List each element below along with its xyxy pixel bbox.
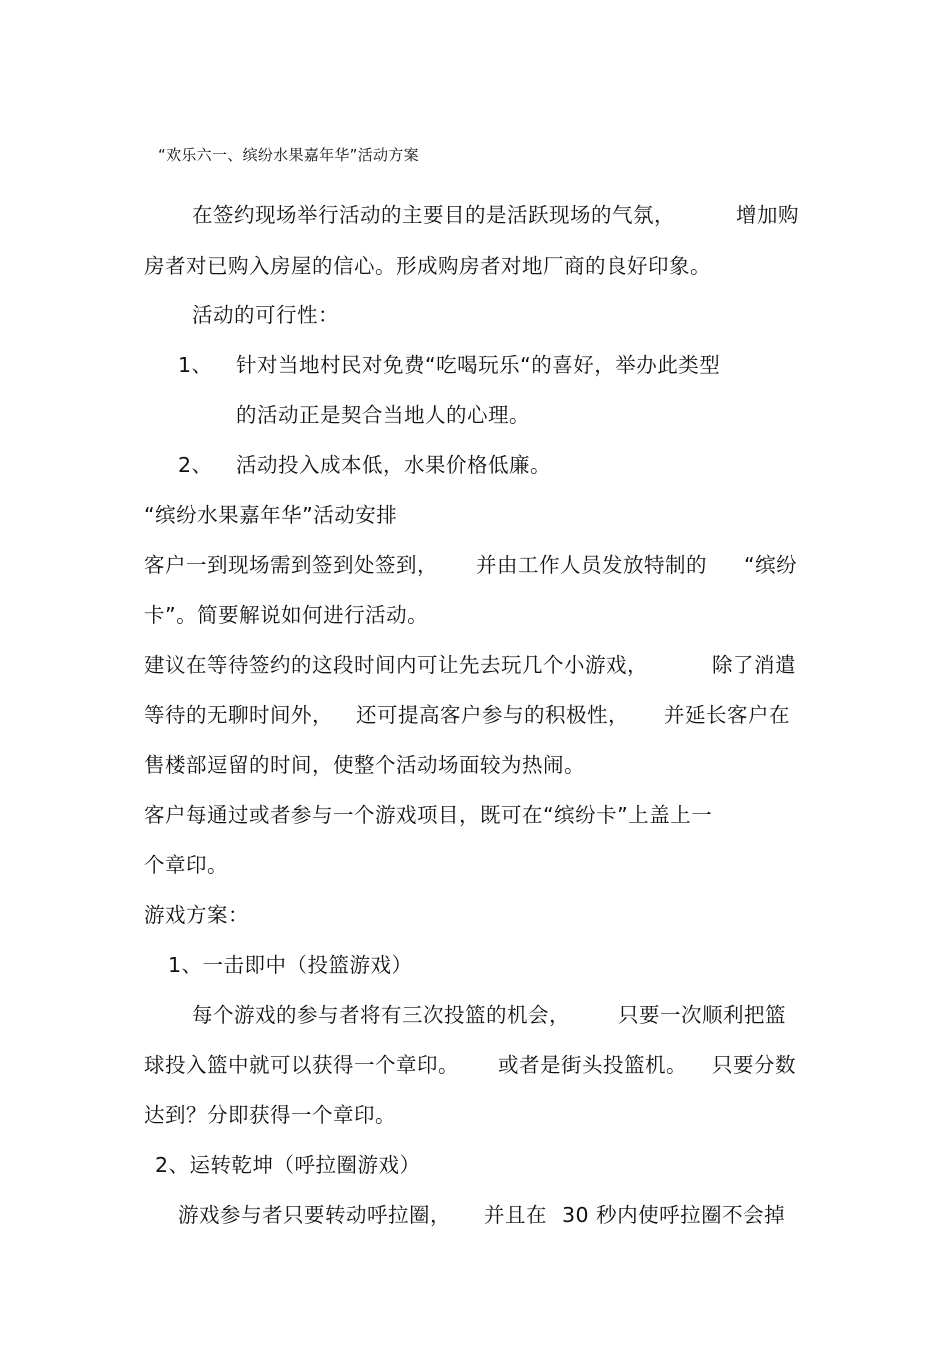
arrangement-line-2: 卡”。简要解说如何进行活动。 [144,603,429,627]
item-2-line-1: 活动投入成本低，水果价格低廉。 [236,453,551,477]
game-1-line-1a: 每个游戏的参与者将有三次投篮的机会， [192,1003,570,1027]
intro-line-1b: 增加购 [736,203,799,227]
game-2-line-1a: 游戏参与者只要转动呼拉圈， [178,1203,451,1227]
item-1-number: 1、 [178,353,213,377]
item-2-number: 2、 [178,453,213,477]
arrangement-line-1b: 并由工作人员发放特制的 [476,553,707,577]
game-2-title: 2、运转乾坤（呼拉圈游戏） [155,1153,421,1177]
suggestion-line-2a: 等待的无聊时间外， [144,703,333,727]
arrangement-line-1a: 客户一到现场需到签到处签到， [144,553,438,577]
suggestion-line-1a: 建议在等待签约的这段时间内可让先去玩几个小游戏， [144,653,648,677]
game-1-line-2b: 或者是街头投篮机。 [498,1053,687,1077]
game-2-line-1c: 30 秒内使呼拉圈不会掉 [562,1203,786,1227]
game-1-line-3: 达到？分即获得一个章印。 [144,1103,396,1127]
suggestion-line-2b: 还可提高客户参与的积极性， [356,703,629,727]
item-1-line-1: 针对当地村民对免费“吃喝玩乐“的喜好，举办此类型 [236,353,721,377]
suggestion-line-2c: 并延长客户在 [664,703,790,727]
document-title: “欢乐六一、缤纷水果嘉年华”活动方案 [158,146,419,164]
games-heading: 游戏方案： [144,903,249,927]
suggestion-line-1b: 除了消遣 [712,653,796,677]
game-1-title: 1、一击即中（投篮游戏） [168,953,413,977]
stamp-line-1: 客户每通过或者参与一个游戏项目，既可在“缤纷卡”上盖上一 [144,803,713,827]
game-1-line-2a: 球投入篮中就可以获得一个章印。 [144,1053,459,1077]
stamp-line-2: 个章印。 [144,853,228,877]
arrangement-line-1c: “缤纷 [744,553,798,577]
item-1-line-2: 的活动正是契合当地人的心理。 [236,403,530,427]
game-1-line-1b: 只要一次顺利把篮 [618,1003,786,1027]
arrangement-heading: “缤纷水果嘉年华”活动安排 [144,503,398,527]
suggestion-line-3: 售楼部逗留的时间，使整个活动场面较为热闹。 [144,753,585,777]
game-2-line-1b: 并且在 [484,1203,547,1227]
feasibility-heading: 活动的可行性： [192,303,339,327]
intro-line-2: 房者对已购入房屋的信心。形成购房者对地厂商的良好印象。 [144,254,711,278]
game-1-line-2c: 只要分数 [712,1053,796,1077]
intro-line-1a: 在签约现场举行活动的主要目的是活跃现场的气氛， [192,203,675,227]
